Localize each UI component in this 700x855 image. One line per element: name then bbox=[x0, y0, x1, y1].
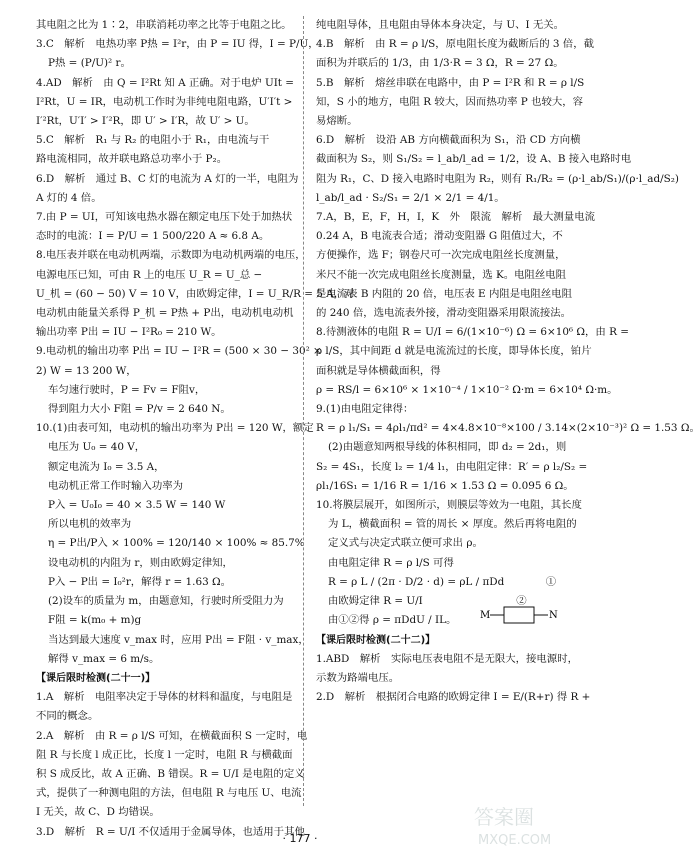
text-line: 2.A 解析 由 R = ρ l/S 可知，在横截面积 S 一定时，电 bbox=[36, 729, 308, 742]
text-line: l_ab/l_ad · S₂/S₁ = 2/1 × 2/1 = 4/1。 bbox=[316, 191, 505, 204]
text-line: 阻 R 与长度 l 成正比，长度 l 一定时，电阻 R 与横截面 bbox=[36, 748, 293, 761]
text-line: 态时的电流：I = P/U = 1 500/220 A ≈ 6.8 A。 bbox=[36, 230, 270, 243]
text-line: 阻为 R₁，C、D 接入电路时电阻为 R₂，则有 R₁/R₂ = (ρ·l_ab/S₁)/(ρ·l_ad/S₂) bbox=[316, 172, 679, 185]
text-line: 7.由 P = UI，可知该电热水器在额定电压下处于加热状 bbox=[36, 211, 293, 224]
text-line: 的 240 倍，选电流表外接，滑动变阻器采用限流接法。 bbox=[316, 307, 572, 320]
text-line: U_机 = (60 − 50) V = 10 V，由欧姆定律，I = U_R/R = 5 A，对 bbox=[36, 287, 355, 300]
text-line: 当达到最大速度 v_max 时，应用 P出 = F阻 · v_max， bbox=[48, 633, 309, 646]
text-line: 电动机正常工作时输入功率为 bbox=[48, 479, 184, 492]
text-line: R = ρ L / (2π · D/2 · d) = ρL / πDd ① bbox=[328, 575, 557, 588]
resistor-figure bbox=[478, 604, 558, 626]
svg-text:MXQE.COM: MXQE.COM bbox=[478, 833, 552, 848]
text-line: 设电动机的内阻为 r，则由欧姆定律知， bbox=[48, 556, 233, 569]
text-line: 9.电动机的输出功率 P出 = IU − I²R = (500 × 30 − 30² × bbox=[36, 345, 322, 358]
text-line: 5.C 解析 R₁ 与 R₂ 的电阻小于 R₁，由电流与干 bbox=[36, 134, 270, 147]
text-line: 是电流表 B 内阻的 20 倍，电压表 E 内阻是电阻丝电阻 bbox=[316, 287, 573, 300]
text-line: S₂ = 4S₁，长度 l₂ = 1/4 l₁，由电阻定律：R′ = ρ l₂/S₂ = bbox=[316, 460, 588, 473]
section-heading: 【课后限时检测(二十二)】 bbox=[316, 634, 436, 646]
text-line: 面积为并联后的 1/3，由 1/3·R = 3 Ω，R = 27 Ω。 bbox=[316, 57, 564, 70]
text-line: 电动机由能量关系得 P_机 = P热 + P出，电动机电动机 bbox=[36, 307, 294, 320]
text-line: 4.AD 解析 由 Q = I²Rt 知 A 正确。对于电炉 UIt = bbox=[36, 76, 294, 89]
text-line: 8.电压表并联在电动机两端，示数即为电动机两端的电压， bbox=[36, 249, 306, 262]
text-line: 面积就是导体横截面积，得 bbox=[316, 364, 441, 377]
text-line: 由①②得 ρ = πDdU / IL。 bbox=[328, 614, 457, 627]
text-line: 车匀速行驶时，P = Fv = F阻v， bbox=[48, 383, 206, 396]
text-line: 电压为 U₀ = 40 V， bbox=[48, 441, 146, 454]
text-line: 为 L，横截面积 = 管的周长 × 厚度。然后再将电阻的 bbox=[328, 518, 577, 531]
text-line: η = P出/P入 × 100% = 120/140 × 100% ≈ 85.7% bbox=[48, 537, 305, 550]
text-line: 4.B 解析 由 R = ρ l/S，原电阻长度为截断后的 3 倍，截 bbox=[316, 38, 594, 51]
text-line: 10.(1)由表可知，电动机的输出功率为 P出 = 120 W，额定 bbox=[36, 422, 314, 435]
text-line: 6.D 解析 通过 B、C 灯的电流为 A 灯的一半，电阻为 bbox=[36, 172, 299, 185]
text-line: P入 − P出 = I₀²r，解得 r = 1.63 Ω。 bbox=[48, 575, 231, 588]
text-line: ρl₁/16S₁ = 1/16 R = 1/16 × 1.53 Ω = 0.095 6 Ω。 bbox=[316, 479, 574, 492]
section-heading: 【课后限时检测(二十一)】 bbox=[36, 672, 156, 684]
text-line: (2)设车的质量为 m，由题意知，行驶时所受阻力为 bbox=[48, 595, 284, 608]
text-line: ρ = RS/l = 6×10⁶ × 1×10⁻⁴ / 1×10⁻² Ω·m = 6×10⁴ Ω·m。 bbox=[316, 383, 618, 396]
text-line: I′²Rt，U′I′ > I′²R，即 U′ > I′R，故 U′ > U。 bbox=[36, 115, 255, 128]
text-line: I 无关，故 C、D 均错误。 bbox=[36, 806, 160, 819]
svg-text:答案圈: 答案圈 bbox=[474, 805, 534, 829]
column-divider bbox=[303, 16, 304, 806]
text-line: 示数为路端电压。 bbox=[316, 671, 400, 684]
text-line: 得到阻力大小 F阻 = P/v = 2 640 N。 bbox=[48, 403, 231, 416]
text-line: ρ l/S，其中间距 d 就是电流流过的长度，即导体长度，铂片 bbox=[316, 345, 592, 358]
text-line: 电源电压已知，可由 R 上的电压 U_R = U_总 − bbox=[36, 268, 263, 281]
text-line: 额定电流为 I₀ = 3.5 A， bbox=[48, 460, 165, 473]
text-line: 8.待测液体的电阻 R = U/I = 6/(1×10⁻⁶) Ω = 6×10⁶ Ω，由 R = bbox=[316, 326, 629, 339]
text-line: 易熔断。 bbox=[316, 115, 358, 128]
text-line: 方便操作，选 F；钢卷尺可一次完成电阻丝长度测量， bbox=[316, 249, 566, 262]
text-line: 输出功率 P出 = IU − I²R₀ = 210 W。 bbox=[36, 326, 222, 339]
text-line: 解得 v_max = 6 m/s。 bbox=[48, 652, 160, 665]
watermark-logo bbox=[468, 800, 593, 850]
text-line: 9.(1)由电阻定律得： bbox=[316, 403, 414, 416]
text-line: 米尺不能一次完成电阻丝长度测量，选 K。电阻丝电阻 bbox=[316, 268, 567, 281]
text-line: 由电阻定律 R = ρ l/S 可得 bbox=[328, 556, 454, 569]
text-line: 3.D 解析 R = U/I 不仅适用于金属导体，也适用于其他 bbox=[36, 825, 305, 838]
text-line: 其电阻之比为 1∶2，串联消耗功率之比等于电阻之比。 bbox=[36, 19, 292, 31]
text-line: 定义式与决定式联立便可求出 ρ。 bbox=[328, 537, 483, 550]
text-line: 所以电机的效率为 bbox=[48, 518, 132, 531]
text-line: F阻 = k(m₀ + m)g bbox=[48, 614, 142, 627]
text-line: 截面积为 S₂，则 S₁/S₂ = l_ab/l_ad = 1/2，设 A、B 接入电路时电 bbox=[316, 153, 632, 166]
text-line: I²Rt，U = IR，电动机工作时为非纯电阻电路，U′I′t > bbox=[36, 95, 293, 108]
text-line: 1.ABD 解析 实际电压表电阻不是无限大，接电源时， bbox=[316, 652, 578, 665]
text-line: 知，S 小的地方，电阻 R 较大，因而热功率 P 也较大，容 bbox=[316, 95, 584, 108]
text-line: 7.A，B，E，F，H，I，K 外 限流 解析 最大测量电流 bbox=[316, 211, 595, 224]
text-line: 积 S 成反比，故 A 正确、B 错误。R = U/I 是电阻的定义 bbox=[36, 767, 305, 780]
text-line: R = ρ l₁/S₁ = 4ρl₁/πd² = 4×4.8×10⁻⁸×100 / 3.14×(2×10⁻³)² Ω = 1.53 Ω。 bbox=[316, 422, 700, 435]
text-line: 6.D 解析 设沿 AB 方向横截面积为 S₁，沿 CD 方向横 bbox=[316, 134, 581, 147]
figure-label-n: N bbox=[549, 610, 558, 621]
text-line: A 灯的 4 倍。 bbox=[36, 191, 102, 204]
text-line: 3.C 解析 电热功率 P热 = I²r，由 P = IU 得，I = P/U， bbox=[36, 38, 319, 51]
page-number: · 177 · bbox=[282, 832, 318, 845]
figure-label-m: M bbox=[480, 610, 491, 621]
text-line: 式，提供了一种测电阻的方法，但电阻 R 与电压 U、电流 bbox=[36, 787, 302, 800]
text-line: (2)由题意知两根导线的体积相同，即 d₂ = 2d₁，则 bbox=[328, 441, 567, 454]
text-line: 1.A 解析 电阻率决定于导体的材料和温度，与电阻是 bbox=[36, 691, 293, 704]
text-line: 不同的概念。 bbox=[36, 710, 99, 723]
text-line: 2.D 解析 根据闭合电路的欧姆定律 I = E/(R+r) 得 R + bbox=[316, 691, 591, 704]
text-line: P入 = U₀I₀ = 40 × 3.5 W = 140 W bbox=[48, 499, 226, 512]
text-line: 由欧姆定律 R = U/I ② bbox=[328, 595, 527, 608]
text-line: 5.B 解析 熔丝串联在电路中，由 P = I²R 和 R = ρ l/S bbox=[316, 76, 585, 89]
text-line: 2) W = 13 200 W， bbox=[36, 364, 137, 377]
text-line: 0.24 A，B 电流表合适；滑动变阻器 G 阻值过大，不 bbox=[316, 230, 563, 243]
text-line: 10.将膜层展开，如图所示，则膜层等效为一电阻，其长度 bbox=[316, 499, 582, 512]
text-line: 纯电阻导体，且电阻由导体本身决定，与 U、I 无关。 bbox=[316, 19, 565, 31]
text-line: P热 = (P/U)² r。 bbox=[48, 57, 131, 70]
text-line: 路电流相同，故并联电路总功率小于 P₂。 bbox=[36, 153, 228, 166]
